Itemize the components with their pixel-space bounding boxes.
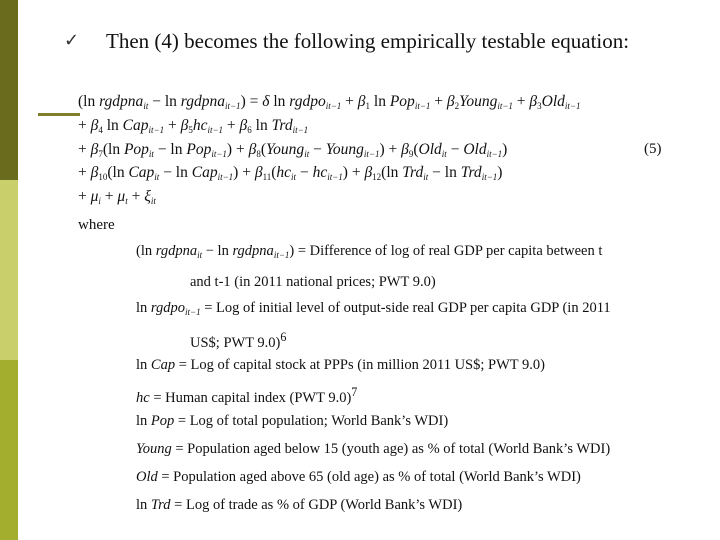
definition-capital-text: = Log of capital stock at PPPs (in million 2011 US$; PWT 9.0): [178, 357, 545, 373]
definition-capital: ln Cap = Log of capital stock at PPPs (in million 2011 US$; PWT 9.0): [136, 357, 545, 373]
equation-line-4: + $\beta_{10}(\ln$ $Cap_{it} - \ln Cap_{it-1}) + \beta_{11}(hc_{it} - hc_{it-1}) + \beta_{12}(\ln$ Trd$_{it}$ − ln Trd$_{it-1}$): [78, 164, 503, 182]
definition-growth: (ln rgdpna$_{it}$ − ln rgdpna$_{it-1}$) = Difference of log of real GDP per capita between t: [136, 243, 603, 260]
definition-young-text: = Population aged below 15 (youth age) as % of total (World Bank’s WDI): [175, 441, 611, 457]
definition-initial-gdp-cont-text: US$; PWT 9.0): [190, 334, 281, 351]
definition-trade: ln Trd = Log of trade as % of GDP (World Bank’s WDI): [136, 497, 463, 513]
definition-growth-text: = Difference of log of real GDP per capita between t: [297, 243, 603, 259]
definition-initial-gdp-continued: [190, 330, 286, 352]
definition-trade-text: = Log of trade as % of GDP (World Bank’s WDI): [174, 497, 463, 513]
equation-line-5: + $\mu_i + \mu_t + \xi_{it}$: [78, 188, 156, 206]
bullet-text: Then (4) becomes the following empirically testable equation:: [106, 29, 630, 53]
equation-line-3: + $\beta_7(\ln$ $Pop_{it} - \ln Pop_{it-1}) + \beta_8(Young_{it}$ − Young$_{it-1}$) + $\beta_9(Old_{it} - Old_{it-1})$: [78, 141, 508, 159]
definition-initial-gdp: ln rgdpo$_{it-1}$ = Log of initial level of output-side real GDP per capita GDP (in 2011: [136, 300, 611, 317]
definition-old-text: = Population aged above 65 (old age) as % of total (World Bank’s WDI): [161, 469, 581, 485]
decor-band-middle: [0, 180, 18, 360]
footnote-6: 6: [280, 330, 287, 344]
equation-line-2: + $\beta_4$ $\ln Cap_{it-1} + \beta_5hc_{it-1} + \beta_6$ ln Trd$_{it-1}$: [78, 117, 309, 135]
definition-population: ln Pop = Log of total population; World Bank’s WDI): [136, 413, 449, 429]
decor-band-bottom: [0, 360, 18, 540]
equation-line-1: (ln rgdpna$_{it}$ − ln rgdpna$_{it-1}$) = δ ln rgdpo$_{it-1}$ + $\beta_1$ $\ln Pop_{it-1} + \beta_2Young_{it-1} + \beta_3Old_{it-1}$: [78, 93, 581, 111]
footnote-7: 7: [351, 385, 358, 399]
definition-human-capital: hc = Human capital index (PWT 9.0)$^7$: [136, 385, 358, 406]
definition-human-capital-text: = Human capital index (PWT 9.0): [153, 389, 352, 406]
checkmark-icon: ✓: [64, 30, 80, 51]
where-label: where: [78, 217, 115, 233]
definition-young: Young = Population aged below 15 (youth age) as % of total (World Bank’s WDI): [136, 441, 611, 457]
accent-rule: [38, 113, 80, 116]
definition-initial-gdp-text: = Log of initial level of output-side real GDP per capita GDP (in 2011: [204, 300, 611, 316]
equation-number: (5): [644, 141, 662, 157]
definition-old: Old = Population aged above 65 (old age) as % of total (World Bank’s WDI): [136, 469, 581, 485]
definition-population-text: = Log of total population; World Bank’s WDI): [177, 413, 449, 429]
definition-growth-continued: and t-1 (in 2011 national prices; PWT 9.0): [190, 274, 436, 290]
decor-band-top: [0, 0, 18, 180]
